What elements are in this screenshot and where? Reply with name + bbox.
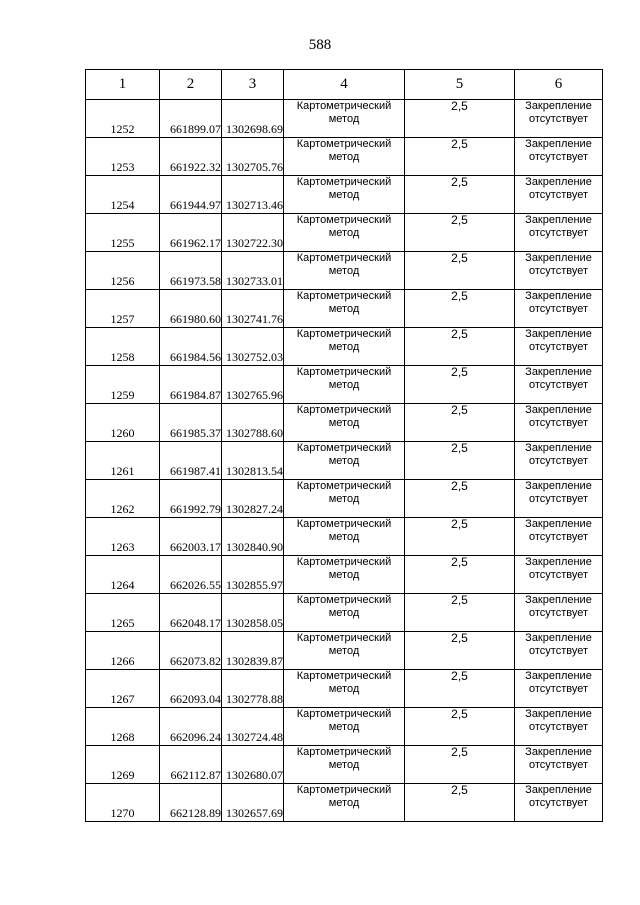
table-row [86,214,603,252]
accuracy-value: 2,5 [405,214,515,252]
accuracy-value: 2,5 [405,632,515,670]
fixing-line-2: отсутствует [528,455,588,467]
fixing-cell [515,100,603,138]
point-number: 1267 [86,670,160,708]
fixing-line-2: отсутствует [528,189,588,201]
page-number: 588 [308,37,332,53]
fixing-line-1: Закрепление [525,252,592,264]
point-number: 1258 [86,328,160,366]
fixing-cell [515,252,603,290]
method-line-1: Картометрический [296,670,392,682]
fixing-cell [515,290,603,328]
fixing-line-1: Закрепление [525,328,592,340]
table-row [86,176,603,214]
method-line-2: метод [328,265,360,277]
coordinate-x: 661899.07 [160,100,222,138]
method-line-1: Картометрический [296,594,392,606]
fixing-line-1: Закрепление [525,138,592,150]
method-line-2: метод [328,379,360,391]
coordinate-x: 661984.56 [160,328,222,366]
fixing-line-2: отсутствует [528,569,588,581]
point-number: 1269 [86,746,160,784]
accuracy-value: 2,5 [405,708,515,746]
coordinate-x: 661980.60 [160,290,222,328]
point-number: 1260 [86,404,160,442]
accuracy-value: 2,5 [405,176,515,214]
coordinate-y: 1302788.60 [222,404,284,442]
method-line-2: метод [328,645,360,657]
point-number: 1252 [86,100,160,138]
coordinate-y: 1302733.01 [222,252,284,290]
accuracy-value: 2,5 [405,594,515,632]
method-line-2: метод [328,189,360,201]
table-row [86,746,603,784]
accuracy-value: 2,5 [405,480,515,518]
coordinate-x: 662112.87 [160,746,222,784]
coordinate-x: 662003.17 [160,518,222,556]
fixing-line-2: отсутствует [528,683,588,695]
table-row [86,138,603,176]
method-cell [284,632,405,670]
point-number: 1253 [86,138,160,176]
table-row [86,480,603,518]
coordinate-y: 1302724.48 [222,708,284,746]
fixing-line-1: Закрепление [525,708,592,720]
accuracy-value: 2,5 [405,404,515,442]
point-number: 1259 [86,366,160,404]
method-line-2: метод [328,341,360,353]
table-row [86,708,603,746]
method-line-1: Картометрический [296,214,392,226]
coordinate-y: 1302840.90 [222,518,284,556]
fixing-cell [515,670,603,708]
accuracy-value: 2,5 [405,328,515,366]
method-line-1: Картометрический [296,176,392,188]
fixing-line-2: отсутствует [528,531,588,543]
coordinate-y: 1302858.05 [222,594,284,632]
fixing-line-1: Закрепление [525,214,592,226]
method-cell [284,784,405,822]
coordinate-x: 661944.97 [160,176,222,214]
fixing-line-1: Закрепление [525,784,592,796]
fixing-line-2: отсутствует [528,113,588,125]
table-row [86,784,603,822]
method-cell [284,518,405,556]
method-line-2: метод [328,759,360,771]
table-row [86,556,603,594]
fixing-cell [515,556,603,594]
point-number: 1264 [86,556,160,594]
fixing-line-1: Закрепление [525,556,592,568]
point-number: 1263 [86,518,160,556]
point-number: 1256 [86,252,160,290]
table-row [86,670,603,708]
accuracy-value: 2,5 [405,138,515,176]
table-row [86,290,603,328]
method-cell [284,404,405,442]
column-header-3: 3 [222,70,284,100]
method-line-1: Картометрический [296,632,392,644]
fixing-cell [515,594,603,632]
table-row [86,518,603,556]
coordinate-y: 1302741.76 [222,290,284,328]
table-row [86,594,603,632]
accuracy-value: 2,5 [405,252,515,290]
accuracy-value: 2,5 [405,670,515,708]
fixing-line-1: Закрепление [525,632,592,644]
method-line-1: Картометрический [296,252,392,264]
column-header-4: 4 [284,70,405,100]
fixing-cell [515,632,603,670]
coordinate-y: 1302705.76 [222,138,284,176]
method-cell [284,214,405,252]
fixing-line-2: отсутствует [528,151,588,163]
fixing-line-1: Закрепление [525,442,592,454]
fixing-line-2: отсутствует [528,303,588,315]
accuracy-value: 2,5 [405,556,515,594]
method-line-2: метод [328,569,360,581]
point-number: 1266 [86,632,160,670]
table-row [86,366,603,404]
coordinate-x: 662093.04 [160,670,222,708]
fixing-line-2: отсутствует [528,493,588,505]
coordinate-x: 661984.87 [160,366,222,404]
point-number: 1257 [86,290,160,328]
method-line-2: метод [328,607,360,619]
fixing-cell [515,404,603,442]
fixing-cell [515,176,603,214]
fixing-line-1: Закрепление [525,100,592,112]
coordinate-x: 662048.17 [160,594,222,632]
method-line-1: Картометрический [296,366,392,378]
fixing-cell [515,328,603,366]
method-line-1: Картометрический [296,100,392,112]
accuracy-value: 2,5 [405,518,515,556]
fixing-cell [515,746,603,784]
method-line-2: метод [328,417,360,429]
column-header-2: 2 [160,70,222,100]
column-header-5: 5 [405,70,515,100]
fixing-line-1: Закрепление [525,366,592,378]
method-line-2: метод [328,531,360,543]
coordinate-y: 1302713.46 [222,176,284,214]
column-header-1: 1 [86,70,160,100]
fixing-line-1: Закрепление [525,290,592,302]
method-line-1: Картометрический [296,404,392,416]
table-row [86,100,603,138]
method-line-1: Картометрический [296,746,392,758]
accuracy-value: 2,5 [405,366,515,404]
method-line-2: метод [328,721,360,733]
method-cell [284,138,405,176]
method-line-1: Картометрический [296,708,392,720]
point-number: 1265 [86,594,160,632]
method-line-2: метод [328,797,360,809]
method-cell [284,366,405,404]
method-line-2: метод [328,493,360,505]
method-cell [284,100,405,138]
fixing-line-2: отсутствует [528,227,588,239]
method-line-2: метод [328,151,360,163]
method-cell [284,556,405,594]
method-line-1: Картометрический [296,518,392,530]
method-line-2: метод [328,113,360,125]
coordinate-x: 662128.89 [160,784,222,822]
fixing-line-2: отсутствует [528,759,588,771]
coordinate-y: 1302827.24 [222,480,284,518]
table-row [86,632,603,670]
coordinate-y: 1302657.69 [222,784,284,822]
coordinates-table [85,69,603,822]
table-row [86,252,603,290]
fixing-line-1: Закрепление [525,176,592,188]
coordinate-y: 1302752.03 [222,328,284,366]
point-number: 1270 [86,784,160,822]
fixing-cell [515,708,603,746]
fixing-cell [515,214,603,252]
coordinate-x: 661987.41 [160,442,222,480]
method-line-1: Картометрический [296,328,392,340]
column-header-6: 6 [515,70,603,100]
method-line-2: метод [328,227,360,239]
method-line-1: Картометрический [296,480,392,492]
accuracy-value: 2,5 [405,784,515,822]
coordinate-x: 662096.24 [160,708,222,746]
coordinate-x: 662073.82 [160,632,222,670]
table-row [86,404,603,442]
coordinate-x: 661973.58 [160,252,222,290]
fixing-cell [515,366,603,404]
fixing-cell [515,138,603,176]
table-row [86,328,603,366]
coordinate-y: 1302765.96 [222,366,284,404]
accuracy-value: 2,5 [405,746,515,784]
method-cell [284,670,405,708]
method-line-1: Картометрический [296,138,392,150]
method-cell [284,594,405,632]
fixing-cell [515,784,603,822]
coordinate-y: 1302855.97 [222,556,284,594]
fixing-line-2: отсутствует [528,721,588,733]
accuracy-value: 2,5 [405,442,515,480]
fixing-line-1: Закрепление [525,480,592,492]
table-header-row [86,70,603,100]
method-cell [284,176,405,214]
accuracy-value: 2,5 [405,290,515,328]
fixing-cell [515,480,603,518]
method-line-1: Картометрический [296,442,392,454]
accuracy-value: 2,5 [405,100,515,138]
coordinate-y: 1302813.54 [222,442,284,480]
coordinate-y: 1302722.30 [222,214,284,252]
coordinate-x: 661985.37 [160,404,222,442]
coordinate-y: 1302698.69 [222,100,284,138]
fixing-line-2: отсутствует [528,341,588,353]
coordinate-x: 662026.55 [160,556,222,594]
fixing-line-2: отсутствует [528,265,588,277]
method-line-2: метод [328,455,360,467]
coordinate-y: 1302778.88 [222,670,284,708]
fixing-line-2: отсутствует [528,797,588,809]
method-line-2: метод [328,683,360,695]
fixing-cell [515,442,603,480]
method-line-2: метод [328,303,360,315]
fixing-line-1: Закрепление [525,518,592,530]
fixing-line-2: отсутствует [528,607,588,619]
method-line-1: Картометрический [296,556,392,568]
method-cell [284,252,405,290]
method-cell [284,746,405,784]
method-cell [284,442,405,480]
fixing-line-2: отсутствует [528,379,588,391]
coordinate-x: 661962.17 [160,214,222,252]
fixing-line-2: отсутствует [528,645,588,657]
method-line-1: Картометрический [296,290,392,302]
fixing-line-1: Закрепление [525,670,592,682]
method-cell [284,708,405,746]
coordinate-y: 1302839.87 [222,632,284,670]
coordinate-x: 661992.79 [160,480,222,518]
fixing-line-1: Закрепление [525,746,592,758]
coordinate-y: 1302680.07 [222,746,284,784]
method-line-1: Картометрический [296,784,392,796]
method-cell [284,290,405,328]
fixing-line-2: отсутствует [528,417,588,429]
point-number: 1268 [86,708,160,746]
point-number: 1261 [86,442,160,480]
point-number: 1262 [86,480,160,518]
coordinate-x: 661922.32 [160,138,222,176]
point-number: 1255 [86,214,160,252]
point-number: 1254 [86,176,160,214]
fixing-line-1: Закрепление [525,594,592,606]
method-cell [284,480,405,518]
fixing-cell [515,518,603,556]
table-row [86,442,603,480]
fixing-line-1: Закрепление [525,404,592,416]
method-cell [284,328,405,366]
